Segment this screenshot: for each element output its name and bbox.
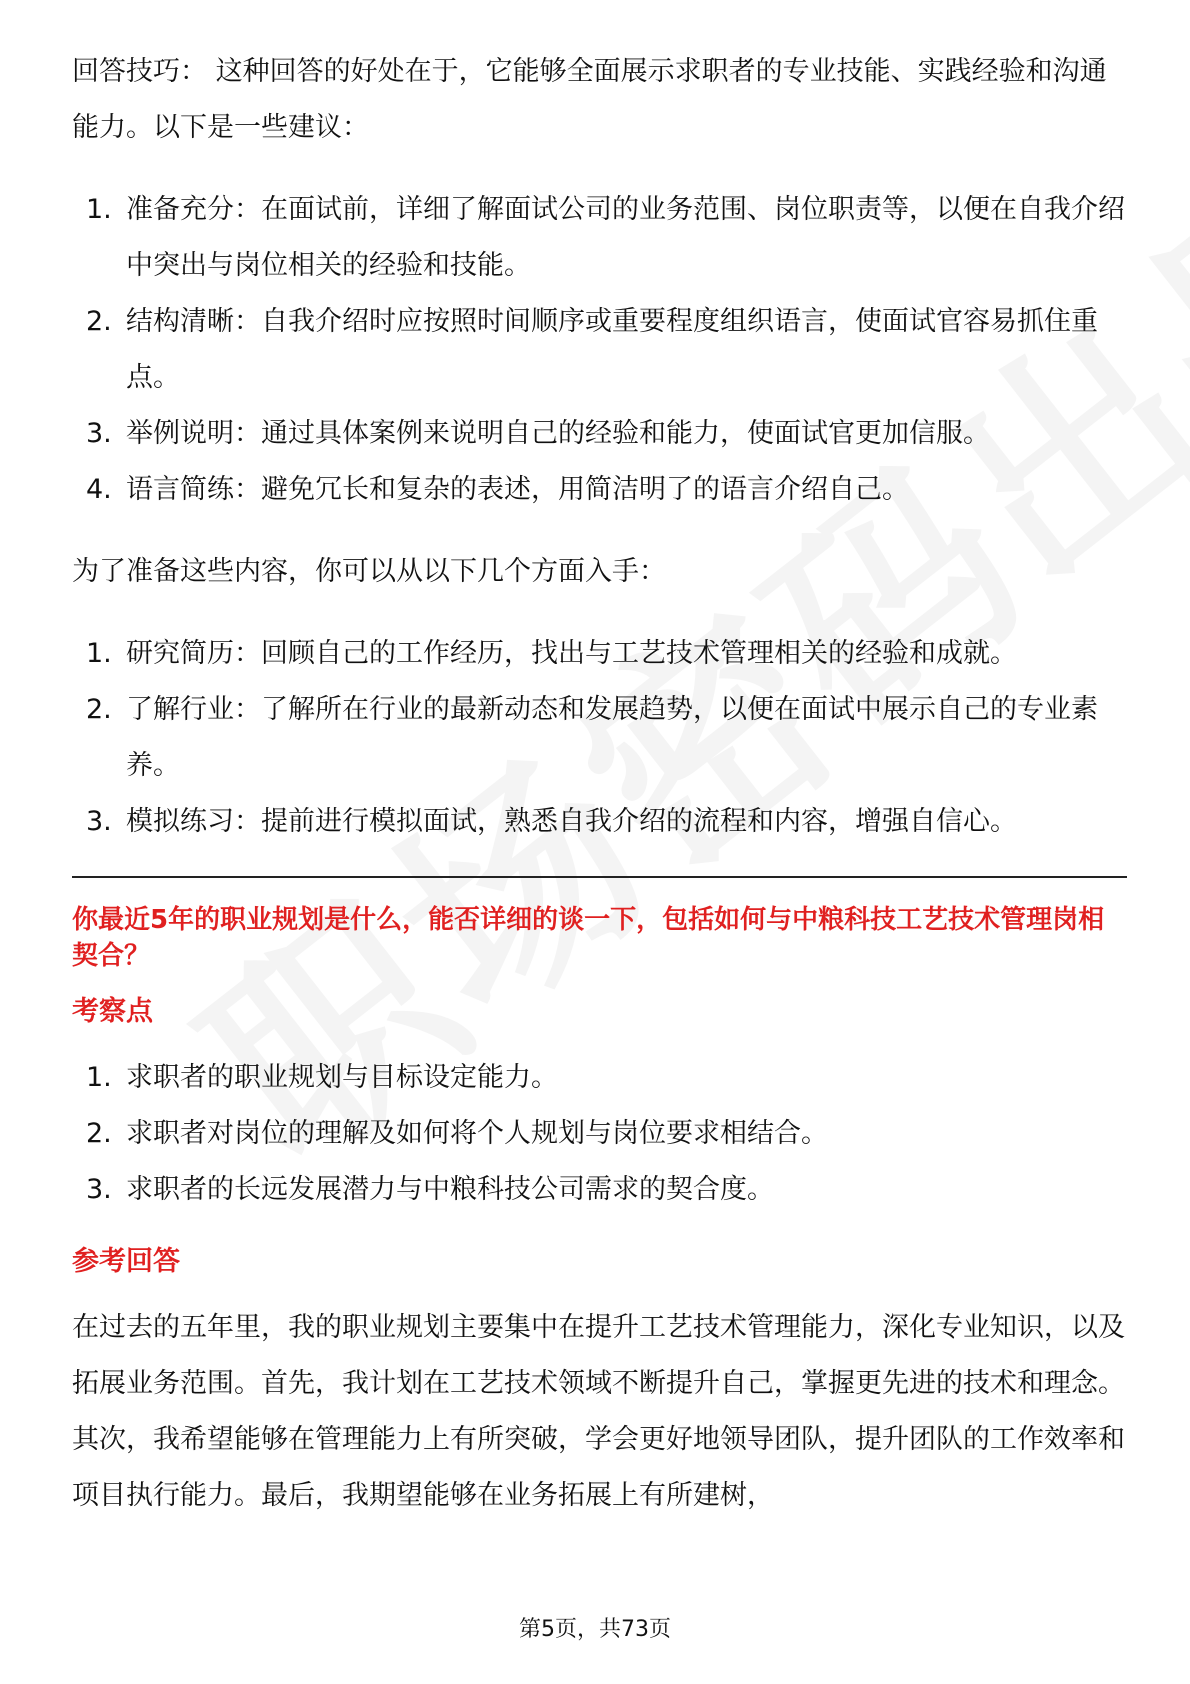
list-text: 求职者对岗位的理解及如何将个人规划与岗位要求相结合。	[126, 1118, 828, 1149]
tips-list	[72, 182, 1127, 518]
list-text: 举例说明：通过具体案例来说明自己的经验和能力，使面试官更加信服。	[126, 418, 990, 449]
list-item	[72, 294, 1127, 406]
page-content	[72, 44, 1127, 1524]
list-item	[72, 182, 1127, 294]
list-number: 2.	[86, 306, 112, 337]
list-number: 2.	[86, 694, 112, 725]
list-text: 研究简历：回顾自己的工作经历，找出与工艺技术管理相关的经验和成就。	[126, 638, 1017, 669]
list-item	[72, 406, 1127, 462]
prep-list	[72, 626, 1127, 850]
prep-intro-paragraph: 为了准备这些内容，你可以从以下几个方面入手：	[72, 556, 666, 587]
list-number: 3.	[86, 418, 112, 449]
examine-heading: 考察点	[72, 996, 153, 1027]
list-number: 1.	[86, 194, 112, 225]
list-item	[72, 682, 1127, 794]
list-number: 1.	[86, 638, 112, 669]
list-text: 求职者的职业规划与目标设定能力。	[126, 1062, 558, 1093]
list-item	[72, 1106, 1127, 1162]
list-number: 1.	[86, 1062, 112, 1093]
list-item	[72, 626, 1127, 682]
page-footer: 第5页，共73页	[519, 1617, 671, 1642]
list-text: 语言简练：避免冗长和复杂的表述，用简洁明了的语言介绍自己。	[126, 474, 909, 505]
list-text: 结构清晰：自我介绍时应按照时间顺序或重要程度组织语言，使面试官容易抓住重点。	[126, 306, 1098, 393]
section-divider	[72, 876, 1127, 878]
list-text: 求职者的长远发展潜力与中粮科技公司需求的契合度。	[126, 1174, 774, 1205]
list-item	[72, 1162, 1127, 1218]
list-text: 了解行业：了解所在行业的最新动态和发展趋势，以便在面试中展示自己的专业素养。	[126, 694, 1098, 781]
reference-heading: 参考回答	[72, 1246, 180, 1277]
list-number: 3.	[86, 806, 112, 837]
list-number: 2.	[86, 1118, 112, 1149]
list-item	[72, 1050, 1127, 1106]
list-text: 准备充分：在面试前，详细了解面试公司的业务范围、岗位职责等，以便在自我介绍中突出与岗位相关的经验和技能。	[126, 194, 1125, 281]
list-number: 4.	[86, 474, 112, 505]
question-heading: 你最近5年的职业规划是什么，能否详细的谈一下，包括如何与中粮科技工艺技术管理岗相契合？	[72, 905, 1105, 971]
reference-answer: 在过去的五年里，我的职业规划主要集中在提升工艺技术管理能力，深化专业知识，以及拓展业务范围。首先，我计划在工艺技术领域不断提升自己，掌握更先进的技术和理念。其次，我希望能够在管理能力上有所突破，学会更好地领导团队，提升团队的工作效率和项目执行能力。最后，我期望能够在业务拓展上有所建树，	[72, 1312, 1125, 1511]
list-item	[72, 794, 1127, 850]
intro-paragraph: 回答技巧： 这种回答的好处在于，它能够全面展示求职者的专业技能、实践经验和沟通能力。以下是一些建议：	[72, 56, 1107, 143]
list-item	[72, 462, 1127, 518]
list-number: 3.	[86, 1174, 112, 1205]
list-text: 模拟练习：提前进行模拟面试，熟悉自我介绍的流程和内容，增强自信心。	[126, 806, 1017, 837]
examine-list	[72, 1050, 1127, 1218]
